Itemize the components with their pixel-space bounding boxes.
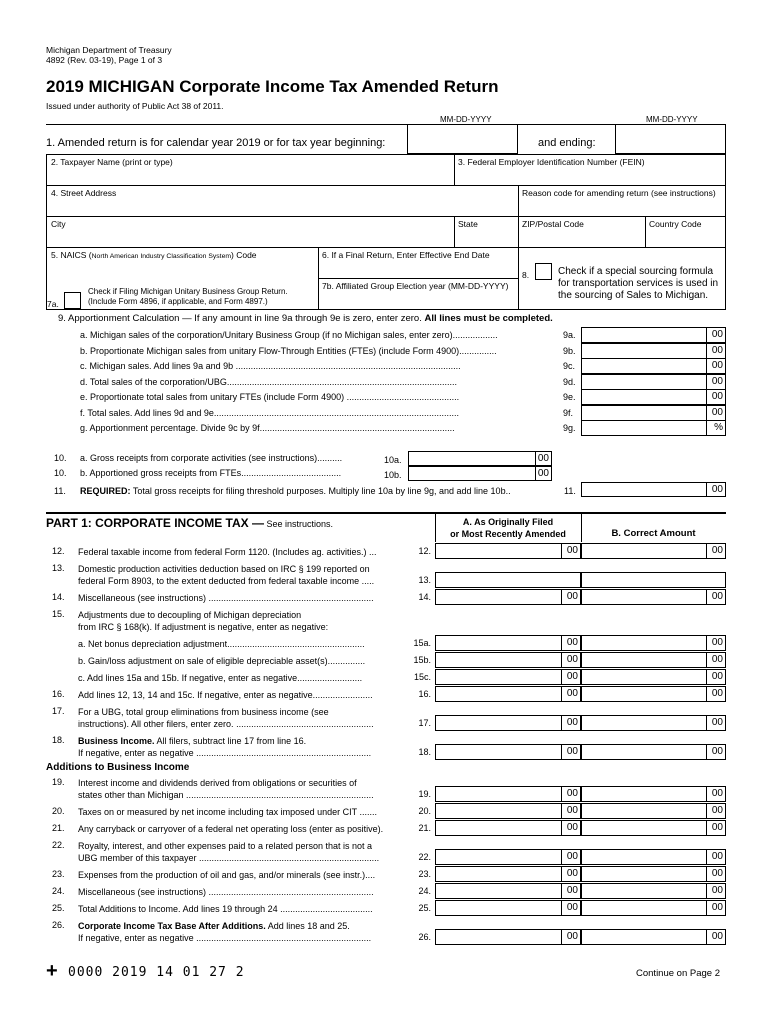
line9-item-text: b. Proportionate Michigan sales from unitary Flow-Through Entities (FTEs) (include Form 4900)............... <box>80 346 497 356</box>
line9-item-input[interactable]: 00 <box>581 327 726 343</box>
line1-ending: and ending: <box>538 137 596 149</box>
state-label: State <box>458 219 478 229</box>
part1-line-number: 18. <box>52 735 65 745</box>
affiliated-group-year-input[interactable] <box>322 293 514 308</box>
part1-line-number: 24. <box>52 886 65 896</box>
line9-item-input[interactable]: 00 <box>581 358 726 374</box>
line9-item-ref: 9f. <box>563 408 574 418</box>
line9-item-ref: 9d. <box>563 377 576 387</box>
column-a-input[interactable]: 00 <box>435 900 581 916</box>
final-return-date-input[interactable] <box>322 262 514 277</box>
line9-item-ref: 9e. <box>563 392 576 402</box>
part1-line-ref: 19. <box>418 789 431 799</box>
line11-ref: 11. <box>564 486 576 496</box>
line9-item-ref: 9a. <box>563 330 576 340</box>
end-date-format: MM-DD-YYYY <box>646 115 698 124</box>
part1-line-number: 25. <box>52 903 65 913</box>
form-id: 4892 (Rev. 03-19), Page 1 of 3 <box>46 55 163 65</box>
part1-line-ref: 13. <box>418 575 431 585</box>
column-a-input[interactable]: 00 <box>435 803 581 819</box>
column-a-input[interactable]: 00 <box>435 929 581 945</box>
column-b-input[interactable]: 00 <box>581 866 726 882</box>
begin-date-format: MM-DD-YYYY <box>440 115 492 124</box>
part1-line-text: Royalty, interest, and other expenses paid to a related person that is not a UBG member of this taxpayer ........................................................................ <box>78 841 380 863</box>
column-b-input[interactable]: 00 <box>581 929 726 945</box>
line10b-text: b. Apportioned gross receipts from FTEs........................................ <box>80 468 342 478</box>
column-b-input[interactable] <box>581 572 726 588</box>
line9-item-ref: 9g. <box>563 423 576 433</box>
part1-line-ref: 25. <box>418 903 431 913</box>
part1-line-text: Miscellaneous (see instructions) .................................................................. <box>78 887 374 897</box>
part1-line-text: For a UBG, total group eliminations from business income (see instructions). All other filers, enter zero. ....................................................... <box>78 707 374 729</box>
fein-input[interactable] <box>458 168 723 184</box>
part1-line-number: 17. <box>52 706 65 716</box>
part1-line-number: 13. <box>52 563 65 573</box>
line11-number: 11. <box>54 486 66 496</box>
line9-item-input[interactable]: 00 <box>581 405 726 421</box>
part1-line-number: 12. <box>52 546 65 556</box>
naics-input[interactable] <box>50 262 315 278</box>
line10a-ref: 10a. <box>384 455 402 465</box>
line8-number: 8. <box>522 270 530 280</box>
part1-line-text: b. Gain/loss adjustment on sale of eligible depreciable asset(s)............... <box>78 656 366 666</box>
column-b-input[interactable]: 00 <box>581 803 726 819</box>
column-a-input[interactable]: 00 <box>435 786 581 802</box>
part1-line-text: Any carryback or carryover of a federal net operating loss (enter as positive). <box>78 824 384 834</box>
department-name: Michigan Department of Treasury <box>46 45 172 55</box>
part1-line-number: 22. <box>52 840 65 850</box>
part1-line-text: Total Additions to Income. Add lines 19 through 24 ..................................... <box>78 904 373 914</box>
footer-plus-mark: + <box>46 960 58 982</box>
column-a-input[interactable]: 00 <box>435 820 581 836</box>
affiliated-group-label: 7b. Affiliated Group Election year (MM-DD-YYYY) <box>322 281 509 291</box>
authority-note: Issued under authority of Public Act 38 of 2011. <box>46 101 224 111</box>
part1-line-text: Adjustments due to decoupling of Michigan depreciation from IRC § 168(k). If adjustment is negative, enter as negative: <box>78 610 329 632</box>
begin-date-input[interactable] <box>407 124 518 154</box>
zip-input[interactable] <box>522 230 642 246</box>
special-sourcing-checkbox[interactable] <box>535 263 552 280</box>
column-b-input[interactable]: 00 <box>581 686 726 702</box>
part1-line-ref: 18. <box>418 747 431 757</box>
column-a-input[interactable]: 00 <box>435 715 581 731</box>
line8-text: Check if a special sourcing formula for transportation services is used in the sourcing of Sales to Michigan. <box>558 266 719 301</box>
line10a-text: a. Gross receipts from corporate activities (see instructions).......... <box>80 453 343 463</box>
column-a-input[interactable]: 00 <box>435 669 581 685</box>
ubg-return-checkbox[interactable] <box>64 292 81 309</box>
part1-line-number: 23. <box>52 869 65 879</box>
city-input[interactable] <box>50 230 450 246</box>
column-a-input[interactable]: 00 <box>435 635 581 651</box>
part1-line-number: 16. <box>52 689 65 699</box>
part1-title: PART 1: CORPORATE INCOME TAX — See instructions. <box>46 516 334 530</box>
column-b-input[interactable]: 00 <box>581 635 726 651</box>
reason-code-input[interactable] <box>522 199 722 215</box>
column-b-input[interactable]: 00 <box>581 883 726 899</box>
zip-label: ZIP/Postal Code <box>522 219 584 229</box>
part1-line-ref: 16. <box>418 689 431 699</box>
line10b-number: 10. <box>54 468 67 478</box>
country-code-label: Country Code <box>649 219 702 229</box>
line10b-input[interactable]: 00 <box>408 466 552 481</box>
line9-item-text: e. Proportionate total sales from unitary FTEs (include Form 4900) ............................................. <box>80 392 460 402</box>
part1-line-ref: 14. <box>418 592 431 602</box>
line9-item-input[interactable]: 00 <box>581 374 726 390</box>
line9-item-text: f. Total sales. Add lines 9d and 9e.................................................................................................. <box>80 408 459 418</box>
column-b-input[interactable]: 00 <box>581 543 726 559</box>
part1-line-text: c. Add lines 15a and 15b. If negative, enter as negative.......................... <box>78 673 363 683</box>
column-a-input[interactable]: 00 <box>435 543 581 559</box>
line9-item-ref: 9b. <box>563 346 576 356</box>
part1-line-number: 21. <box>52 823 65 833</box>
part1-line-text: Taxes on or measured by net income including tax imposed under CIT ....... <box>78 807 377 817</box>
column-b-input[interactable]: 00 <box>581 820 726 836</box>
column-b-input[interactable]: 00 <box>581 715 726 731</box>
final-return-label: 6. If a Final Return, Enter Effective End Date <box>322 250 490 260</box>
form-barcode-number: 0000 2019 14 01 27 2 <box>68 965 245 980</box>
part1-line-ref: 20. <box>418 806 431 816</box>
reason-code-label: Reason code for amending return (see instructions) <box>522 188 716 198</box>
line9-item-input[interactable]: 00 <box>581 389 726 405</box>
column-a-input[interactable]: 00 <box>435 866 581 882</box>
column-b-input[interactable]: 00 <box>581 849 726 865</box>
line7a-text: Check if Filing Michigan Unitary Business Group Return. (Include Form 4896, if applicable, and Form 4897.) <box>88 287 288 306</box>
line9-item-input[interactable]: % <box>581 420 726 436</box>
line9-item-ref: 9c. <box>563 361 576 371</box>
continue-note: Continue on Page 2 <box>636 968 720 979</box>
part1-line-ref: 21. <box>418 823 431 833</box>
part1-line-number: 19. <box>52 777 65 787</box>
part1-line-ref: 15b. <box>413 655 431 665</box>
column-a-input[interactable] <box>435 572 581 588</box>
country-code-input[interactable] <box>649 230 723 246</box>
column-b-input[interactable]: 00 <box>581 652 726 668</box>
column-b-input[interactable]: 00 <box>581 900 726 916</box>
column-b-header: B. Correct Amount <box>611 528 696 539</box>
column-a-input[interactable]: 00 <box>435 744 581 760</box>
column-b-input[interactable]: 00 <box>581 786 726 802</box>
line9-item-text: a. Michigan sales of the corporation/Unitary Business Group (if no Michigan sales, enter zero).................. <box>80 330 498 340</box>
column-a-input[interactable]: 00 <box>435 686 581 702</box>
part1-line-text: Miscellaneous (see instructions) .................................................................. <box>78 593 374 603</box>
part1-line-ref: 22. <box>418 852 431 862</box>
column-b-input[interactable]: 00 <box>581 744 726 760</box>
part1-line-text: Add lines 12, 13, 14 and 15c. If negative, enter as negative........................ <box>78 690 373 700</box>
part1-line-ref: 24. <box>418 886 431 896</box>
fein-label: 3. Federal Employer Identification Number (FEIN) <box>458 157 645 167</box>
part1-line-text: Interest income and dividends derived from obligations or securities of states other than Michigan ........................................................................... <box>78 778 374 800</box>
column-a-input[interactable]: 00 <box>435 849 581 865</box>
naics-label: 5. NAICS (North American Industry Classification System) Code <box>51 250 257 260</box>
column-b-input[interactable]: 00 <box>581 589 726 605</box>
line9-item-text: g. Apportionment percentage. Divide 9c by 9f.............................................................................. <box>80 423 455 433</box>
part1-line-number: 15. <box>52 609 65 619</box>
taxpayer-name-input[interactable] <box>50 168 450 184</box>
line11-input[interactable]: 00 <box>581 482 726 497</box>
part1-line-ref: 23. <box>418 869 431 879</box>
column-a-input[interactable]: 00 <box>435 589 581 605</box>
street-address-label: 4. Street Address <box>51 188 117 198</box>
street-address-input[interactable] <box>50 199 515 215</box>
line10a-number: 10. <box>54 453 67 463</box>
line11-text: REQUIRED: Total gross receipts for filing threshold purposes. Multiply line 10a by line 9g, and add line 10b.. <box>80 486 511 496</box>
column-a-input[interactable]: 00 <box>435 883 581 899</box>
part1-line-text: Corporate Income Tax Base After Additions. Add lines 18 and 25. If negative, enter as negative ...................................................................... <box>78 921 372 943</box>
line9-heading: 9. Apportionment Calculation — If any amount in line 9a through 9e is zero, enter zero. All lines must be completed. <box>58 313 553 324</box>
part1-line-number: 20. <box>52 806 65 816</box>
end-date-input[interactable] <box>615 124 726 154</box>
part1-line-number: 26. <box>52 920 65 930</box>
column-a-input[interactable]: 00 <box>435 652 581 668</box>
line9-item-input[interactable]: 00 <box>581 343 726 359</box>
part1-line-ref: 17. <box>418 718 431 728</box>
state-input[interactable] <box>458 230 515 246</box>
line1-label: 1. Amended return is for calendar year 2019 or for tax year beginning: <box>46 137 386 149</box>
part1-line-text: Business Income. All filers, subtract line 17 from line 16. If negative, enter as negative ...................................................................... <box>78 736 372 758</box>
taxpayer-name-label: 2. Taxpayer Name (print or type) <box>51 157 173 167</box>
part1-line-ref: 15a. <box>413 638 431 648</box>
line7a-number: 7a. <box>47 299 59 309</box>
part1-line-text: Domestic production activities deduction based on IRC § 199 reported on federal Form 8903, to the extent deducted from federal taxable income ..... <box>78 564 375 586</box>
additions-heading: Additions to Business Income <box>46 762 190 773</box>
column-a-header: A. As Originally Filed or Most Recently Amended <box>450 517 566 539</box>
line9-item-text: d. Total sales of the corporation/UBG............................................................................................ <box>80 377 457 387</box>
part1-line-ref: 26. <box>418 932 431 942</box>
part1-line-text: Expenses from the production of oil and gas, and/or minerals (see instr.).... <box>78 870 376 880</box>
part1-line-text: a. Net bonus depreciation adjustment....................................................... <box>78 639 365 649</box>
line9-item-text: c. Michigan sales. Add lines 9a and 9b .......................................................................................... <box>80 361 461 371</box>
line10b-ref: 10b. <box>384 470 402 480</box>
part1-line-ref: 12. <box>418 546 431 556</box>
form-title: 2019 MICHIGAN Corporate Income Tax Amended Return <box>46 77 499 96</box>
column-b-input[interactable]: 00 <box>581 669 726 685</box>
part1-line-text: Federal taxable income from federal Form 1120. (Includes ag. activities.) ... <box>78 547 377 557</box>
part1-line-number: 14. <box>52 592 65 602</box>
city-label: City <box>51 219 66 229</box>
line10a-input[interactable]: 00 <box>408 451 552 466</box>
part1-line-ref: 15c. <box>413 672 431 682</box>
